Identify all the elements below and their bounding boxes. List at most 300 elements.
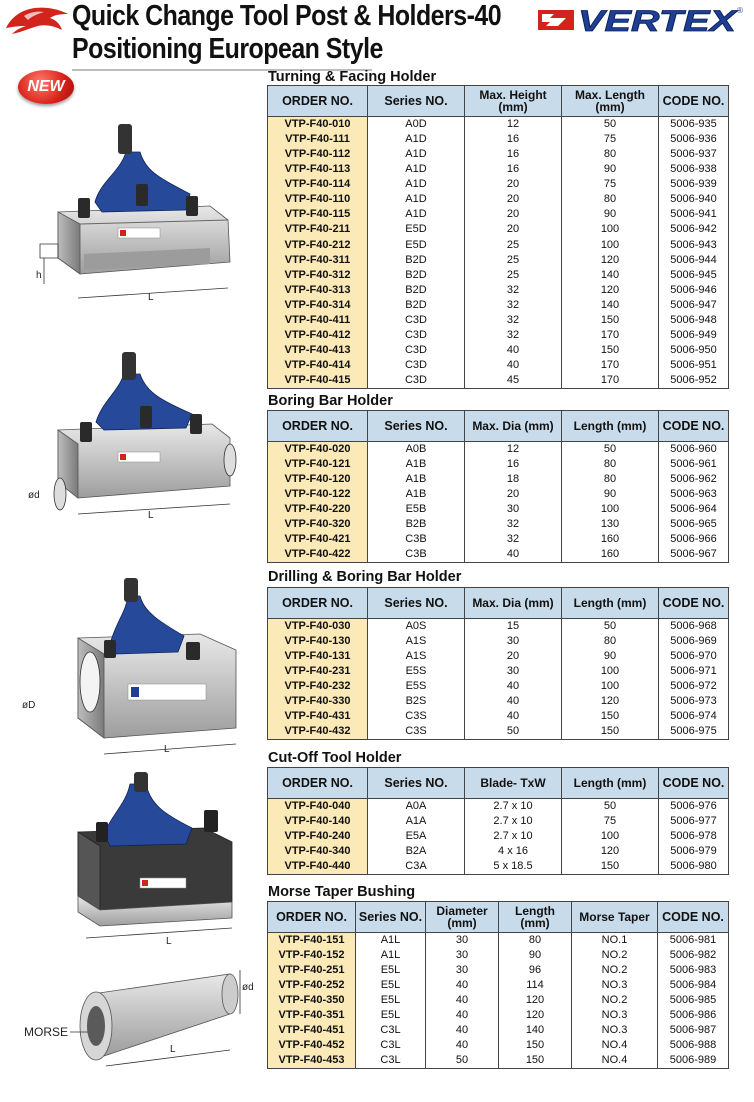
order-no-cell: VTP-F40-020: [268, 442, 368, 457]
order-no-cell: VTP-F40-030: [268, 619, 368, 634]
table-cell: 15: [465, 619, 562, 634]
col-header: Length (mm): [499, 902, 572, 933]
table-cell: 5006-981: [658, 933, 729, 948]
table-cell: 150: [562, 859, 659, 874]
table-cell: A1D: [368, 177, 465, 192]
table-cell: 40: [465, 694, 562, 709]
table-cell: 150: [562, 313, 659, 328]
table-cell: 40: [426, 993, 499, 1008]
table-cell: NO.2: [572, 993, 658, 1008]
table-cell: 2.7 x 10: [465, 829, 562, 844]
table-cell: 5006-989: [658, 1053, 729, 1068]
table-row: [268, 933, 729, 948]
table-cell: A1D: [368, 207, 465, 222]
table-cell: C3D: [368, 358, 465, 373]
table-cell: 30: [426, 948, 499, 963]
table-cell: A1S: [368, 649, 465, 664]
table-cell: A0D: [368, 117, 465, 132]
table-cell: A1L: [356, 933, 426, 948]
table-cell: 90: [499, 948, 572, 963]
table-cell: 5006-951: [659, 358, 729, 373]
table-cell: A1D: [368, 132, 465, 147]
table-cell: 5006-969: [659, 634, 729, 649]
col-header: Max. Dia (mm): [465, 411, 562, 442]
order-no-cell: VTP-F40-121: [268, 457, 368, 472]
table-cell: 5006-950: [659, 343, 729, 358]
table-cell: C3B: [368, 547, 465, 562]
order-no-cell: VTP-F40-120: [268, 472, 368, 487]
table-cell: 5006-945: [659, 268, 729, 283]
table-cell: 40: [465, 709, 562, 724]
dim-label-l: L: [148, 510, 154, 521]
section-title-morse-taper: Morse Taper Bushing: [268, 884, 416, 900]
table-cell: C3B: [368, 532, 465, 547]
table-cell: 50: [562, 799, 659, 814]
table-cell: 20: [465, 207, 562, 222]
table-row: [268, 298, 729, 313]
table-cell: NO.4: [572, 1053, 658, 1068]
order-no-cell: VTP-F40-232: [268, 679, 368, 694]
table-cell: A1A: [368, 814, 465, 829]
table-cell: 5006-975: [659, 724, 729, 739]
new-badge: NEW: [18, 70, 74, 104]
table-cell: 40: [426, 1038, 499, 1053]
table-cell: C3L: [356, 1038, 426, 1053]
table-cell: 20: [465, 192, 562, 207]
table-cell: 30: [465, 664, 562, 679]
table-cell: 120: [562, 694, 659, 709]
table-cell: C3L: [356, 1053, 426, 1068]
table-cell: 5006-941: [659, 207, 729, 222]
order-no-cell: VTP-F40-212: [268, 237, 368, 252]
table-cell: 130: [562, 517, 659, 532]
table-cell: B2D: [368, 283, 465, 298]
table-cell: 2.7 x 10: [465, 799, 562, 814]
table-cell: E5A: [368, 829, 465, 844]
table-cell: B2D: [368, 252, 465, 267]
table-row: [268, 1008, 729, 1023]
table-row: [268, 709, 729, 724]
table-cell: 30: [465, 634, 562, 649]
table-cell: 16: [465, 457, 562, 472]
order-no-cell: VTP-F40-211: [268, 222, 368, 237]
col-header: CODE NO.: [658, 902, 729, 933]
table-cell: E5D: [368, 222, 465, 237]
table-cell: 5006-960: [659, 442, 729, 457]
morse-taper-bushing-illustration: [0, 960, 260, 1070]
table-row: [268, 222, 729, 237]
table-cell: A1S: [368, 634, 465, 649]
table-cell: 5006-948: [659, 313, 729, 328]
order-no-cell: VTP-F40-122: [268, 487, 368, 502]
col-header: Morse Taper: [572, 902, 658, 933]
table-cell: 5006-940: [659, 192, 729, 207]
table-cell: B2D: [368, 298, 465, 313]
table-cell: 5006-985: [658, 993, 729, 1008]
table-cell: 170: [562, 373, 659, 388]
table-row: [268, 679, 729, 694]
table-cell: 80: [562, 457, 659, 472]
col-header: CODE NO.: [659, 86, 729, 117]
table-cell: 170: [562, 358, 659, 373]
table-cell: 16: [465, 162, 562, 177]
order-no-cell: VTP-F40-114: [268, 177, 368, 192]
table-row: [268, 694, 729, 709]
table-row: [268, 192, 729, 207]
table-cell: E5S: [368, 679, 465, 694]
table-cell: A1D: [368, 192, 465, 207]
table-cell: B2S: [368, 694, 465, 709]
spec-table-boring-bar: [267, 410, 729, 563]
table-row: [268, 963, 729, 978]
col-header: Series NO.: [368, 768, 465, 799]
table-cell: 100: [562, 222, 659, 237]
table-row: [268, 619, 729, 634]
order-no-cell: VTP-F40-313: [268, 283, 368, 298]
table-row: [268, 328, 729, 343]
table-cell: B2A: [368, 844, 465, 859]
table-row: [268, 117, 729, 132]
table-cell: 50: [465, 724, 562, 739]
table-cell: 80: [562, 147, 659, 162]
table-cell: 96: [499, 963, 572, 978]
section-title-drilling-boring: Drilling & Boring Bar Holder: [268, 569, 462, 585]
table-row: [268, 532, 729, 547]
table-cell: 5006-973: [659, 694, 729, 709]
table-cell: E5S: [368, 664, 465, 679]
table-cell: 2.7 x 10: [465, 814, 562, 829]
table-cell: 100: [562, 829, 659, 844]
table-row: [268, 814, 729, 829]
table-cell: 5 x 18.5: [465, 859, 562, 874]
table-cell: 5006-974: [659, 709, 729, 724]
col-header: ORDER NO.: [268, 768, 368, 799]
table-cell: E5L: [356, 1008, 426, 1023]
table-cell: 90: [562, 487, 659, 502]
table-cell: C3D: [368, 328, 465, 343]
order-no-cell: VTP-F40-440: [268, 859, 368, 874]
table-cell: 5006-967: [659, 547, 729, 562]
table-row: [268, 829, 729, 844]
table-cell: 5006-952: [659, 373, 729, 388]
table-cell: 160: [562, 547, 659, 562]
order-no-cell: VTP-F40-422: [268, 547, 368, 562]
table-cell: 16: [465, 132, 562, 147]
table-cell: 5006-964: [659, 502, 729, 517]
table-cell: 25: [465, 268, 562, 283]
col-header: Diameter (mm): [426, 902, 499, 933]
dim-label-h: h: [36, 270, 42, 281]
table-cell: 80: [499, 933, 572, 948]
table-cell: 90: [562, 162, 659, 177]
order-no-cell: VTP-F40-131: [268, 649, 368, 664]
vertex-brand-logo: [538, 4, 746, 34]
order-no-cell: VTP-F40-010: [268, 117, 368, 132]
boring-bar-holder-illustration: [0, 348, 260, 528]
table-cell: 5006-982: [658, 948, 729, 963]
table-cell: 90: [562, 649, 659, 664]
table-row: [268, 649, 729, 664]
table-cell: A1B: [368, 457, 465, 472]
table-row: [268, 517, 729, 532]
table-cell: C3D: [368, 313, 465, 328]
table-cell: A1B: [368, 487, 465, 502]
order-no-cell: VTP-F40-112: [268, 147, 368, 162]
order-no-cell: VTP-F40-110: [268, 192, 368, 207]
table-cell: 12: [465, 442, 562, 457]
table-cell: C3D: [368, 343, 465, 358]
table-row: [268, 177, 729, 192]
order-no-cell: VTP-F40-140: [268, 814, 368, 829]
table-cell: 120: [562, 252, 659, 267]
section-title-turning-facing: Turning & Facing Holder: [268, 69, 437, 85]
table-cell: 170: [562, 328, 659, 343]
table-cell: 40: [465, 679, 562, 694]
drilling-boring-bar-holder-illustration: [0, 578, 260, 758]
table-row: [268, 844, 729, 859]
table-cell: 160: [562, 532, 659, 547]
table-cell: 5006-988: [658, 1038, 729, 1053]
order-no-cell: VTP-F40-240: [268, 829, 368, 844]
order-no-cell: VTP-F40-431: [268, 709, 368, 724]
table-cell: 30: [426, 933, 499, 948]
order-no-cell: VTP-F40-040: [268, 799, 368, 814]
table-cell: C3A: [368, 859, 465, 874]
table-cell: 150: [499, 1038, 572, 1053]
table-cell: 4 x 16: [465, 844, 562, 859]
table-cell: 18: [465, 472, 562, 487]
table-cell: 32: [465, 328, 562, 343]
order-no-cell: VTP-F40-432: [268, 724, 368, 739]
table-row: [268, 283, 729, 298]
table-cell: 80: [562, 192, 659, 207]
table-cell: NO.3: [572, 1023, 658, 1038]
spec-table-cut-off: [267, 767, 729, 875]
table-cell: 20: [465, 649, 562, 664]
table-cell: A1B: [368, 472, 465, 487]
table-row: [268, 664, 729, 679]
table-cell: 120: [499, 1008, 572, 1023]
col-header: Length (mm): [562, 588, 659, 619]
table-cell: 5006-936: [659, 132, 729, 147]
table-cell: 25: [465, 237, 562, 252]
table-cell: 75: [562, 814, 659, 829]
spec-table-morse-taper: [267, 901, 729, 1069]
table-cell: 5006-938: [659, 162, 729, 177]
order-no-cell: VTP-F40-340: [268, 844, 368, 859]
table-cell: 32: [465, 517, 562, 532]
col-header: Series NO.: [356, 902, 426, 933]
table-cell: 120: [499, 993, 572, 1008]
col-header: Max. Height (mm): [465, 86, 562, 117]
col-header: ORDER NO.: [268, 902, 356, 933]
table-row: [268, 547, 729, 562]
table-cell: 32: [465, 298, 562, 313]
order-no-cell: VTP-F40-115: [268, 207, 368, 222]
col-header: Blade- TxW: [465, 768, 562, 799]
table-cell: 5006-937: [659, 147, 729, 162]
table-cell: 5006-961: [659, 457, 729, 472]
table-cell: 5006-935: [659, 117, 729, 132]
table-row: [268, 724, 729, 739]
table-cell: 45: [465, 373, 562, 388]
table-cell: NO.2: [572, 963, 658, 978]
table-cell: 50: [426, 1053, 499, 1068]
dim-label-od: øD: [22, 700, 36, 711]
order-no-cell: VTP-F40-111: [268, 132, 368, 147]
table-cell: 140: [562, 298, 659, 313]
table-cell: 5006-984: [658, 978, 729, 993]
table-cell: 16: [465, 147, 562, 162]
svg-text:®: ®: [737, 6, 743, 15]
table-cell: E5L: [356, 993, 426, 1008]
order-no-cell: VTP-F40-411: [268, 313, 368, 328]
col-header: CODE NO.: [659, 411, 729, 442]
table-cell: 90: [562, 207, 659, 222]
table-row: [268, 147, 729, 162]
table-row: [268, 358, 729, 373]
table-cell: 5006-978: [659, 829, 729, 844]
order-no-cell: VTP-F40-412: [268, 328, 368, 343]
table-cell: A1D: [368, 162, 465, 177]
order-no-cell: VTP-F40-330: [268, 694, 368, 709]
table-cell: 20: [465, 487, 562, 502]
table-cell: 140: [562, 268, 659, 283]
order-no-cell: VTP-F40-251: [268, 963, 356, 978]
table-cell: C3L: [356, 1023, 426, 1038]
col-header: Series NO.: [368, 588, 465, 619]
table-cell: 150: [562, 709, 659, 724]
table-row: [268, 502, 729, 517]
table-cell: E5L: [356, 978, 426, 993]
table-row: [268, 978, 729, 993]
col-header: ORDER NO.: [268, 411, 368, 442]
table-cell: 5006-986: [658, 1008, 729, 1023]
table-cell: 5006-971: [659, 664, 729, 679]
table-row: [268, 268, 729, 283]
table-cell: 5006-965: [659, 517, 729, 532]
cut-off-tool-holder-illustration: [0, 772, 260, 948]
dim-label-l: L: [166, 936, 172, 947]
table-row: [268, 993, 729, 1008]
page-title-line1: Quick Change Tool Post & Holders-40: [72, 0, 502, 32]
table-cell: 50: [562, 117, 659, 132]
dim-label-od: ød: [242, 982, 254, 993]
table-row: [268, 1023, 729, 1038]
table-cell: 40: [465, 358, 562, 373]
table-cell: 120: [562, 844, 659, 859]
order-no-cell: VTP-F40-220: [268, 502, 368, 517]
table-cell: 5006-972: [659, 679, 729, 694]
table-cell: 32: [465, 532, 562, 547]
order-no-cell: VTP-F40-351: [268, 1008, 356, 1023]
dim-label-l: L: [170, 1044, 176, 1055]
order-no-cell: VTP-F40-151: [268, 933, 356, 948]
table-row: [268, 252, 729, 267]
table-cell: A0S: [368, 619, 465, 634]
table-cell: 40: [465, 547, 562, 562]
table-row: [268, 1053, 729, 1068]
table-cell: 40: [465, 343, 562, 358]
table-cell: NO.2: [572, 948, 658, 963]
order-no-cell: VTP-F40-421: [268, 532, 368, 547]
table-cell: 120: [562, 283, 659, 298]
table-cell: NO.4: [572, 1038, 658, 1053]
table-cell: 75: [562, 132, 659, 147]
table-cell: C3S: [368, 709, 465, 724]
col-header: Max. Length (mm): [562, 86, 659, 117]
table-row: [268, 948, 729, 963]
table-cell: 20: [465, 222, 562, 237]
table-cell: 5006-979: [659, 844, 729, 859]
table-cell: 30: [465, 502, 562, 517]
table-row: [268, 799, 729, 814]
table-cell: 5006-939: [659, 177, 729, 192]
order-no-cell: VTP-F40-130: [268, 634, 368, 649]
table-cell: C3S: [368, 724, 465, 739]
eagle-logo-icon: [4, 2, 70, 36]
order-no-cell: VTP-F40-252: [268, 978, 356, 993]
table-cell: 75: [562, 177, 659, 192]
table-cell: 5006-946: [659, 283, 729, 298]
table-cell: 5006-987: [658, 1023, 729, 1038]
table-cell: 100: [562, 679, 659, 694]
page-title-line2: Positioning European Style: [72, 33, 383, 65]
table-cell: 40: [426, 1023, 499, 1038]
table-cell: 5006-968: [659, 619, 729, 634]
order-no-cell: VTP-F40-113: [268, 162, 368, 177]
order-no-cell: VTP-F40-314: [268, 298, 368, 313]
table-cell: 114: [499, 978, 572, 993]
table-cell: 40: [426, 1008, 499, 1023]
table-cell: 80: [562, 634, 659, 649]
order-no-cell: VTP-F40-452: [268, 1038, 356, 1053]
table-cell: 150: [562, 343, 659, 358]
table-cell: 100: [562, 502, 659, 517]
table-cell: 150: [562, 724, 659, 739]
order-no-cell: VTP-F40-311: [268, 252, 368, 267]
table-cell: NO.3: [572, 1008, 658, 1023]
section-title-boring-bar: Boring Bar Holder: [268, 393, 393, 409]
order-no-cell: VTP-F40-320: [268, 517, 368, 532]
table-cell: 50: [562, 619, 659, 634]
table-cell: 100: [562, 664, 659, 679]
table-cell: 5006-977: [659, 814, 729, 829]
table-cell: 5006-943: [659, 237, 729, 252]
table-cell: 80: [562, 472, 659, 487]
table-row: [268, 634, 729, 649]
table-cell: 50: [562, 442, 659, 457]
table-cell: 20: [465, 177, 562, 192]
dim-label-l: L: [148, 292, 154, 303]
spec-table-drilling-boring: [267, 587, 729, 740]
table-cell: 150: [499, 1053, 572, 1068]
table-cell: 5006-944: [659, 252, 729, 267]
order-no-cell: VTP-F40-312: [268, 268, 368, 283]
morse-label: MORSE: [24, 1025, 69, 1039]
table-cell: C3D: [368, 373, 465, 388]
table-cell: 40: [426, 978, 499, 993]
table-row: [268, 472, 729, 487]
table-cell: B2B: [368, 517, 465, 532]
table-cell: A0A: [368, 799, 465, 814]
table-cell: A0B: [368, 442, 465, 457]
table-cell: 140: [499, 1023, 572, 1038]
table-cell: E5D: [368, 237, 465, 252]
table-row: [268, 313, 729, 328]
table-cell: 5006-947: [659, 298, 729, 313]
table-cell: 25: [465, 252, 562, 267]
